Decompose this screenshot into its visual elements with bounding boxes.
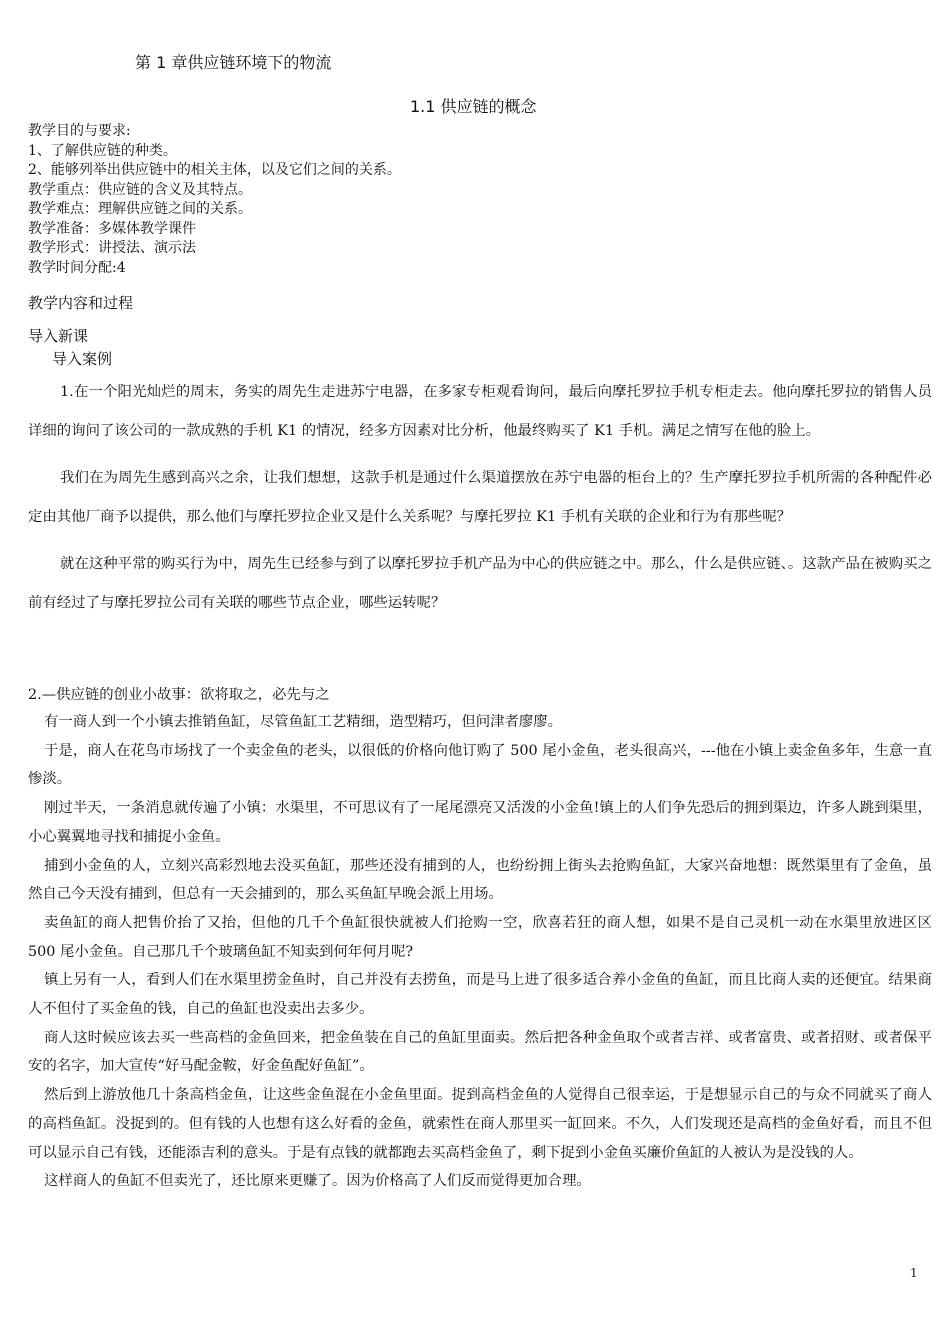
case-paragraph: 就在这种平常的购买行为中，周先生已经参与到了以摩托罗拉手机产品为中心的供应链之中。那么，什么是供应链、。这款产品在被购买之前有经过了与摩托罗拉公司有关联的哪些节点企业，哪些运转呢？: [28, 556, 932, 611]
story-section: [28, 682, 932, 1196]
story-paragraph: 刚过半天，一条消息就传遍了小镇：水渠里，不可思议有了一尾尾漂亮又活泼的小金鱼!镇上的人们争先恐后的拥到渠边，许多人跳到渠里，小心翼翼地寻找和捕捉小金鱼。: [28, 800, 932, 845]
meta-line: 1、了解供应链的种类。: [28, 142, 177, 159]
section-title: 1.1 供应链的概念: [410, 97, 537, 116]
story-paragraph: 于是，商人在花鸟市场找了一个卖金鱼的老头，以很低的价格向他订购了 500 尾小金鱼，老头很高兴，---他在小镇上卖金鱼多年，生意一直惨淡。: [28, 742, 932, 788]
case-paragraph: 我们在为周先生感到高兴之余，让我们想想，这款手机是通过什么渠道摆放在苏宁电器的柜台上的？生产摩托罗拉手机所需的各种配件必定由其他厂商予以提供，那么他们与摩托罗拉企业又是什么关系呢？与摩托罗拉 K1 手机有关联的企业和行为有那些呢？: [28, 470, 932, 525]
case-heading: 导入案例: [52, 350, 113, 368]
case-paragraph: 1.在一个阳光灿烂的周末，务实的周先生走进苏宁电器，在多家专柜观看询问，最后向摩托罗拉手机专柜走去。他向摩托罗拉的销售人员详细的询问了该公司的一款成熟的手机 K1 的情况，经多方因素对比分析，他最终购买了 K1 手机。满足之情写在他的脸上。: [28, 384, 932, 439]
story-paragraph: 然后到上游放他几十条高档金鱼，让这些金鱼混在小金鱼里面。捉到高档金鱼的人觉得自己很幸运，于是想显示自己的与众不同就买了商人的高档鱼缸。没捉到的。但有钱的人也想有这么好看的金鱼，就索性在商人那里买一缸回来。不久，人们发现还是高档的金鱼好看，而且不但可以显示自己有钱，还能添吉利的意头。于是有点钱的就都跑去买高档金鱼了，剩下捉到小金鱼买廉价鱼缸的人被认为是没钱的人。: [28, 1087, 932, 1161]
meta-line: 教学形式：讲授法、演示法: [28, 240, 196, 256]
meta-line: 教学重点：供应链的含义及其特点。: [28, 181, 252, 198]
story-paragraph: 这样商人的鱼缸不但卖光了，还比原来更赚了。因为价格高了人们反而觉得更加合理。: [44, 1173, 591, 1190]
case-one: [28, 373, 932, 622]
story-paragraph: 卖鱼缸的商人把售价抬了又抬，但他的几千个鱼缸很快就被人们抢购一空，欣喜若狂的商人想，如果不是自己灵机一动在水渠里放进区区 500 尾小金鱼。自己那几千个玻璃鱼缸不知卖到何年何月呢?: [28, 914, 932, 960]
meta-line: 2、能够列举出供应链中的相关主体，以及它们之间的关系。: [28, 162, 401, 178]
story-title: 2.—供应链的创业小故事：欲将取之，必先与之: [28, 687, 330, 703]
story-paragraph: 捕到小金鱼的人，立刻兴高彩烈地去没买鱼缸，那些还没有捕到的人，也纷纷拥上街头去抢购鱼缸，大家兴奋地想：既然渠里有了金鱼，虽然自己今天没有捕到，但总有一天会捕到的，那么买鱼缸早晚会派上用场。: [28, 857, 932, 903]
chapter-title: 第 1 章供应链环境下的物流: [135, 53, 332, 72]
intro-heading: 导入新课: [28, 327, 89, 345]
story-paragraph: 商人这时候应该去买一些高档的金鱼回来，把金鱼装在自己的鱼缸里面卖。然后把各种金鱼取个或者吉祥、或者富贵、或者招财、或者保平安的名字，加大宣传“好马配金鞍，好金鱼配好鱼缸”。: [28, 1029, 932, 1075]
page-number: 1: [910, 1266, 918, 1280]
content-heading: 教学内容和过程: [28, 294, 134, 312]
meta-line: 教学目的与要求:: [28, 123, 131, 139]
meta-line: 教学时间分配:4: [28, 259, 126, 276]
story-paragraph: 镇上另有一人，看到人们在水渠里捞金鱼时，自己并没有去捞鱼，而是马上进了很多适合养小金鱼的鱼缸，而且比商人卖的还便宜。结果商人不但付了买金鱼的钱，自己的鱼缸也没卖出去多少。: [28, 972, 932, 1018]
teaching-meta: [28, 122, 928, 278]
story-paragraph: 有一商人到一个小镇去推销鱼缸，尽管鱼缸工艺精细，造型精巧，但问津者廖廖。: [44, 714, 563, 730]
meta-line: 教学难点：理解供应链之间的关系。: [28, 201, 252, 217]
meta-line: 教学准备：多媒体教学课件: [28, 220, 196, 237]
